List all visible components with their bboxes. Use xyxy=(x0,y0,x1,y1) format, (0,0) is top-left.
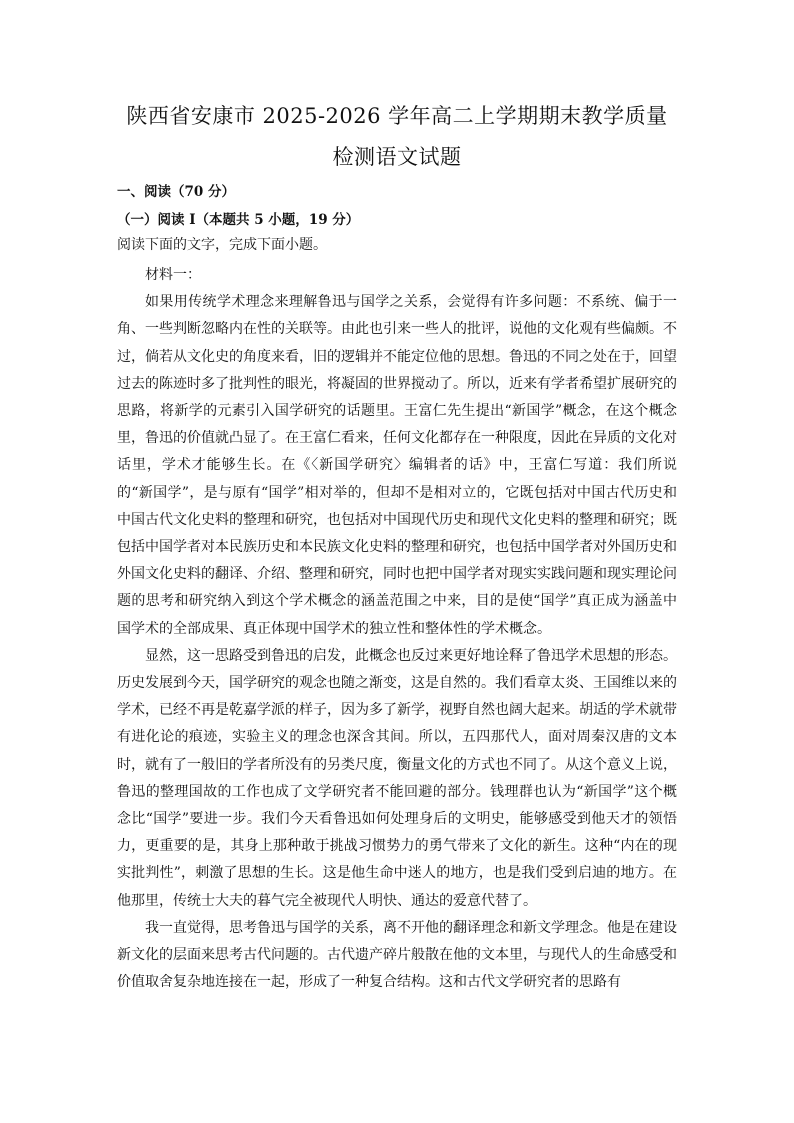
paragraph-1: 如果用传统学术理念来理解鲁迅与国学之关系，会觉得有许多问题：不系统、偏于一角、一些判断忽略内在性的关联等。由此也引来一些人的批评，说他的文化观有些偏颇。不过，倘若从文化史的角度来看，旧的逻辑并不能定位他的思想。鲁迅的不同之处在于，回望过去的陈迹时多了批判性的眼光，将凝固的世界搅动了。所以，近来有学者希望扩展研究的思路，将新学的元素引入国学研究的话题里。王富仁先生提出“新国学”概念，在这个概念里，鲁迅的价值就凸显了。在王富仁看来，任何文化都存在一种限度，因此在异质的文化对话里，学术才能够生长。在《〈新国学研究〉编辑者的话》中，王富仁写道：我们所说的“新国学”，是与原有“国学”相对举的，但却不是相对立的，它既包括对中国古代历史和中国古代文化史料的整理和研究，也包括对中国现代历史和现代文化史料的整理和研究；既包括中国学者对本民族历史和本民族文化史料的整理和研究，也包括中国学者对外国历史和外国文化史料的翻译、介绍、整理和研究，同时也把中国学者对现实实践问题和现实理论问题的思考和研究纳入到这个学术概念的涵盖范围之中来，目的是使“国学”真正成为涵盖中国学术的全部成果、真正体现中国学术的独立性和整体性的学术概念。 xyxy=(117,294,677,637)
section-heading: 一、阅读（70 分） xyxy=(117,184,235,200)
passage-body xyxy=(117,262,677,996)
paragraph-2: 显然，这一思路受到鲁迅的启发，此概念也反过来更好地诠释了鲁迅学术思想的形态。历史发展到今天，国学研究的观念也随之渐变，这是自然的。我们看章太炎、王国维以来的学术，已经不再是乾嘉学派的样子，因为多了新学，视野自然也阔大起来。胡适的学术就带有进化论的痕迹，实验主义的理念也深含其间。所以，五四那代人，面对周秦汉唐的文本时，就有了一般旧的学者所没有的另类尺度，衡量文化的方式也不同了。从这个意义上说，鲁迅的整理国故的工作也成了文学研究者不能回避的部分。钱理群也认为“新国学”这个概念比“国学”要进一步。我们今天看鲁迅如何处理身后的文明史，能够感受到他天才的领悟力，更重要的是，其身上那种敢于挑战习惯势力的勇气带来了文化的新生。这种“内在的现实批判性”，刺激了思想的生长。这是他生命中迷人的地方，也是我们受到启迪的地方。在他那里，传统士大夫的暮气完全被现代人明快、通达的爱意代替了。 xyxy=(117,647,677,909)
paragraph-3: 我一直觉得，思考鲁迅与国学的关系，离不开他的翻译理念和新文学理念。他是在建设新文化的层面来思考古代问题的。古代遗产碎片般散在他的文本里，与现代人的生命感受和价值取舍复杂地连接在一起，形成了一种复合结构。这和古代文学研究者的思路有 xyxy=(117,919,677,991)
title-line-2: 检测语文试题 xyxy=(332,145,462,169)
title-line-1: 陕西省安康市 2025-2026 学年高二上学期期末教学质量 xyxy=(126,104,668,128)
subsection-heading: （一）阅读 I（本题共 5 小题，19 分） xyxy=(117,212,360,228)
material-label: 材料一： xyxy=(145,267,201,283)
instruction-text: 阅读下面的文字，完成下面小题。 xyxy=(117,237,327,253)
